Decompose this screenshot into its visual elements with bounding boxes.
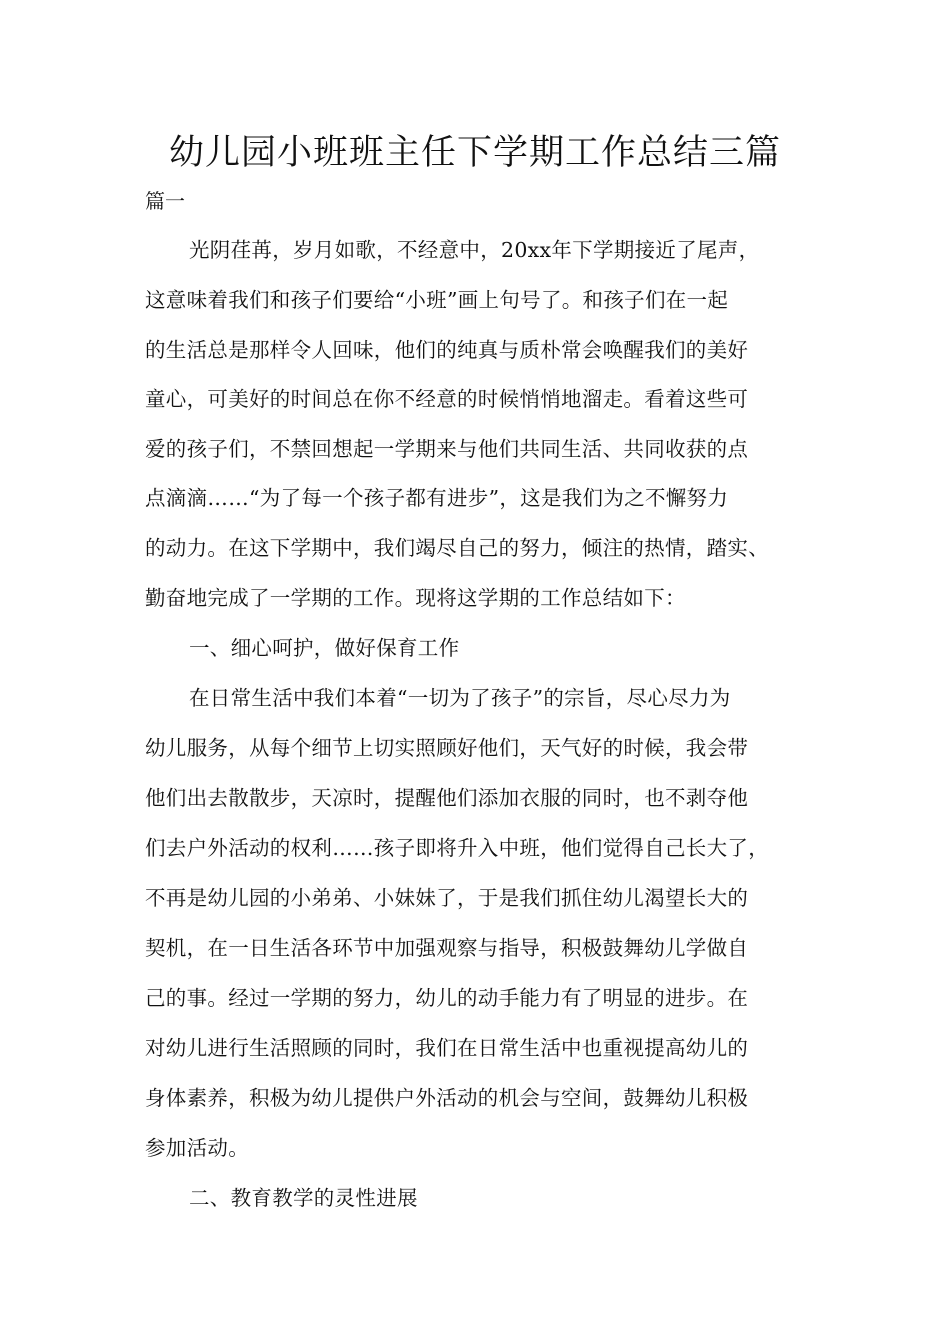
- paragraph-line: 不再是幼儿园的小弟弟、小妹妹了，于是我们抓住幼儿渴望长大的: [145, 886, 749, 910]
- paragraph-line: 幼儿服务，从每个细节上切实照顾好他们，天气好的时候，我会带: [145, 736, 749, 760]
- paragraph-line: 这意味着我们和孩子们要给“小班”画上句号了。和孩子们在一起: [145, 288, 729, 312]
- paragraph-line: 们去户外活动的权利……孩子即将升入中班，他们觉得自己长大了，: [145, 836, 769, 860]
- paragraph-line: 参加活动。: [145, 1136, 249, 1160]
- section-heading: 一、细心呵护，做好保育工作: [189, 636, 460, 660]
- paragraph-line: 爱的孩子们，不禁回想起一学期来与他们共同生活、共同收获的点: [145, 437, 749, 461]
- paragraph-line: 在日常生活中我们本着“一切为了孩子”的宗旨，尽心尽力为: [189, 686, 731, 710]
- paragraph-line: 的生活总是那样令人回味，他们的纯真与质朴常会唤醒我们的美好: [145, 338, 749, 362]
- section-heading: 二、教育教学的灵性进展: [189, 1186, 418, 1210]
- paragraph-line: 己的事。经过一学期的努力，幼儿的动手能力有了明显的进步。在: [145, 986, 749, 1010]
- paragraph-line: 童心，可美好的时间总在你不经意的时候悄悄地溜走。看着这些可: [145, 387, 749, 411]
- section-label: 篇一: [145, 189, 185, 213]
- document-title: 幼儿园小班班主任下学期工作总结三篇: [168, 133, 781, 173]
- paragraph-line: 契机，在一日生活各环节中加强观察与指导，积极鼓舞幼儿学做自: [145, 936, 749, 960]
- paragraph-line: 他们出去散散步，天凉时，提醒他们添加衣服的同时，也不剥夺他: [145, 786, 749, 810]
- paragraph-line: 点滴滴……“为了每一个孩子都有进步”，这是我们为之不懈努力: [145, 486, 729, 510]
- paragraph-line: 对幼儿进行生活照顾的同时，我们在日常生活中也重视提高幼儿的: [145, 1036, 749, 1060]
- paragraph-line: 光阴荏苒，岁月如歌，不经意中，20xx年下学期接近了尾声，: [189, 238, 760, 262]
- paragraph-line: 身体素养，积极为幼儿提供户外活动的机会与空间，鼓舞幼儿积极: [145, 1086, 749, 1110]
- paragraph-line: 的动力。在这下学期中，我们竭尽自己的努力，倾注的热情，踏实、: [145, 536, 769, 560]
- paragraph-line: 勤奋地完成了一学期的工作。现将这学期的工作总结如下：: [145, 586, 686, 610]
